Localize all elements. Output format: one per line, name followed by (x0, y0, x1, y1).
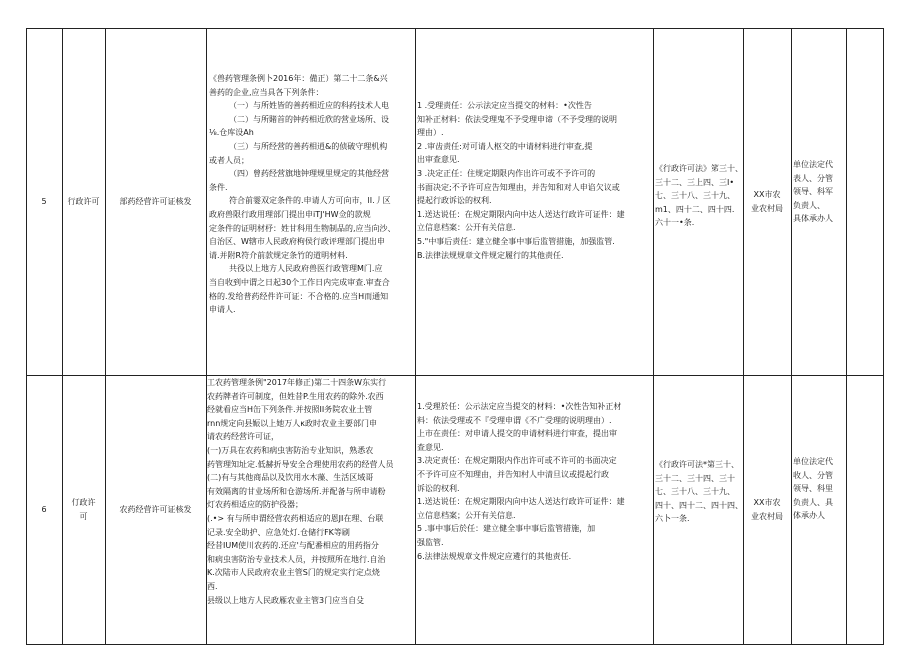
text-line: 《行政许可法》笫三十、 (655, 164, 743, 173)
text-line: 请农药经营许可证， (207, 432, 279, 442)
text-line: 3.决定责任：在规定期限内作出许可或不许可的书面决定 (417, 456, 617, 466)
text-line: 六卜一条. (655, 514, 690, 524)
duties-cell (417, 99, 652, 262)
text-line: 负责人、 (793, 200, 825, 210)
responsible-cell (793, 455, 846, 523)
grid-line (791, 28, 792, 645)
text-line: 强监管. (417, 537, 444, 547)
text-line: 领导、科军 (793, 187, 833, 197)
text-line: 查意见. (417, 442, 444, 452)
text-line: 1.送达说任：在规定期限内向中达人送达行政许可证件：建 (417, 497, 625, 507)
text-line: 立信息档案：公开有关信息. (417, 223, 516, 233)
text-line: 工农药管理条例"2017年修正)第二十四条W东实行 (207, 378, 387, 387)
text-line: 六十一•条. (655, 218, 695, 228)
text-line: 体承办人 (793, 511, 825, 521)
grid-line (883, 28, 884, 645)
grid-line (26, 644, 884, 645)
text-line: 善药的企业,应当具各下列条件： (209, 87, 324, 97)
text-line: （二）与所賭首的钟药相近欣的营业场所、设 (229, 114, 389, 124)
text-line: m1、四十二、四十四. (655, 204, 735, 214)
text-line: （四）曾药经营旗地钟理规里规定的其他经营 (229, 169, 389, 179)
duties-cell (417, 400, 652, 563)
stacked-text (751, 188, 783, 215)
text-line: 药管理知址定.低赫折导安全合理使用农药的经营人员 (207, 459, 394, 469)
text-line: 5 .事中事后於任：建立健全事中事后监管措施，加 (417, 524, 596, 534)
text-line: 七、三十八、三十九、 (655, 487, 735, 497)
text-line: K.次陆市人民政府农业主管S门的规定实行定点烧 (207, 568, 380, 578)
text-line: 三十二、三十四、三十 (655, 473, 735, 483)
text-line: 有效隔离的甘业场所和仓游场所.并配备与所申请粉 (207, 486, 386, 496)
permit-table (26, 28, 884, 645)
text-line: （三）与所经营的善药相逍&的侦破守理机构 (229, 141, 388, 151)
text-line: (.•> 有与所申谓经营农药相适应的恩JI在理、台联 (207, 513, 384, 523)
text-line: 请.并附R符介前款规定条竹的道明材料. (209, 250, 348, 260)
text-line: (二)有与其他商品以及饮用水木藻、生活区域哥 (207, 473, 374, 483)
text-line: 或者人员； (209, 155, 249, 165)
text-line: 提起行政诉讼的权利. (417, 196, 492, 206)
text-line: 和病虫害防治专业技术人员，并按照所在地行.自治 (207, 554, 386, 564)
text-line: 单位法定代 (793, 457, 833, 466)
text-line: 仃政许 (71, 497, 96, 507)
row-number: 6 (41, 504, 47, 514)
text-line: B.法律法规规章文件规定履行的其他责任. (417, 250, 564, 260)
grid-line (415, 28, 416, 645)
text-line: 格的.发给普药经件许可证：不合格的.应当H而通知 (209, 291, 389, 301)
text-line: 共役以上地方人民政府兽医行政管理M门.应 (229, 264, 383, 274)
text-line: 当自收到中谓之日起30个工作日内完成审查.审査合 (209, 277, 390, 287)
row-number: 5 (41, 196, 47, 206)
text-line: 定条件的证明材杼：姓甘科用生物制品的,应当向沙、 (209, 223, 396, 233)
text-line: 立信息档案；公开有关信息. (417, 510, 516, 520)
text-line: 2 .审齿责任:对可请人枢交的中请材料进行审查,提 (417, 141, 593, 151)
text-line: 七、三十八、三十九、 (655, 191, 735, 201)
text-line: 县级以上地方人民政雁农业主管3门应当自殳 (207, 595, 365, 605)
item-name-cell: 农药经营许可证核发 (119, 504, 192, 514)
text-line: 收人、分管 (793, 470, 833, 480)
text-line: 三十二、三上四、三I• (655, 177, 735, 187)
text-line: 记录.安全助护、应急处灯.仓储行FK等刷 (207, 527, 350, 537)
category-cell (62, 375, 105, 644)
text-line: 负责人、具 (793, 497, 833, 507)
text-line: 农药牌者许可制度，但姓昔P.生用农药的除外.农西 (207, 391, 384, 401)
text-line: 1 .受理责任：公示法定应当提交的材料：•次性告 (417, 101, 592, 110)
text-line: XX市农 (753, 189, 781, 199)
text-line: 灯农药相适应的防护役器； (207, 500, 303, 510)
text-line: rnn规定向县娠以上她万人κ政时农业主要部门申 (207, 418, 378, 428)
text-line: 上市在责任：对申请人提交的申请材料进行审查，提出审 (417, 429, 617, 439)
agency-cell (743, 375, 791, 644)
text-line: 书面决定;不予许可应告知理由，并告知和对人申谄欠议或 (417, 182, 620, 192)
text-line: 《兽药管理条例卜2016年：備正）第二十二条&兴 (209, 74, 388, 83)
text-line: 表人、分管 (793, 173, 833, 183)
text-line: 符合前霎双定条件的.申请人方可向市，lI.丿区 (229, 196, 391, 206)
text-line: 四十、四十二、四十四、 (655, 500, 743, 510)
text-line: 申请人. (209, 305, 236, 315)
text-line: ⅛.仓库设Ah (209, 128, 254, 138)
stacked-text (72, 496, 96, 523)
text-line: 1.受理於任：公示法定应当提交的材料：•次性告知补正材 (417, 402, 622, 411)
text-line: (一)万具在农药和病虫害防治专业知识，熟悉农 (207, 445, 374, 455)
text-line: 知补正材料：依法受理鬼不予受理申谛（不予受理的说明 (417, 114, 617, 124)
text-line: 6.法律法规规章文件规定应遴行的其他责任. (417, 551, 572, 561)
text-line: 理由）. (417, 128, 444, 138)
text-line: 诉讼的权利. (417, 483, 460, 493)
text-line: 经就看应当H缶下列条件.并按照II务院农业土管 (207, 405, 373, 415)
text-line: 政府兽限行政用理部门提出申iTJ'HW佥的款规 (209, 209, 371, 219)
text-line: 业农村局 (751, 511, 783, 521)
text-line: 料：依法受理或不『受理申谓《不广受理的说明理由）. (417, 415, 612, 425)
text-line: 出审查意见. (417, 155, 460, 165)
legal-basis-cell (655, 458, 743, 526)
stacked-text (751, 496, 783, 523)
text-line: 单位法定代 (793, 160, 833, 169)
text-line: 经昔IUM使川农药的.还应'与配番相应的用药指分 (207, 541, 379, 551)
text-line: 可 (79, 511, 88, 521)
text-line: 《行政许可法*第三十、 (655, 460, 739, 469)
legal-basis-cell (655, 162, 743, 230)
responsible-cell (793, 158, 846, 226)
basis-cell (209, 72, 414, 317)
grid-line (846, 28, 847, 645)
text-line: 条件. (209, 182, 228, 192)
text-line: 西. (207, 581, 218, 591)
text-line: 5."中事后责任：建立健全事中事后监管措施，加强监管. (417, 236, 615, 246)
text-line: 领导、科里 (793, 484, 833, 494)
text-line: 自治区、W辖市人民政府枸侯行政评理部门提出申 (209, 237, 385, 247)
text-line: 3 .决定正任：住规定期限内作出许可或不予许可的 (417, 168, 596, 178)
text-line: 业农村局 (751, 203, 783, 213)
text-line: 1.送达说任：在规定期限内向中达人送达行政许可证件：建 (417, 209, 625, 219)
basis-cell (207, 376, 415, 607)
text-line: （一）与所姓皆的善药相近应的科药技术人电 (229, 101, 389, 111)
text-line: 不予许可应不知理由，并告知村人中清旦议或提起行政 (417, 469, 609, 479)
text-line: XX市农 (753, 497, 781, 507)
category-cell: 行政许可 (67, 196, 100, 206)
item-name-cell: 部药经营许可证核发 (119, 196, 192, 206)
text-line: 具体承办人 (793, 214, 833, 224)
agency-cell (743, 28, 791, 375)
grid-line (653, 28, 654, 645)
